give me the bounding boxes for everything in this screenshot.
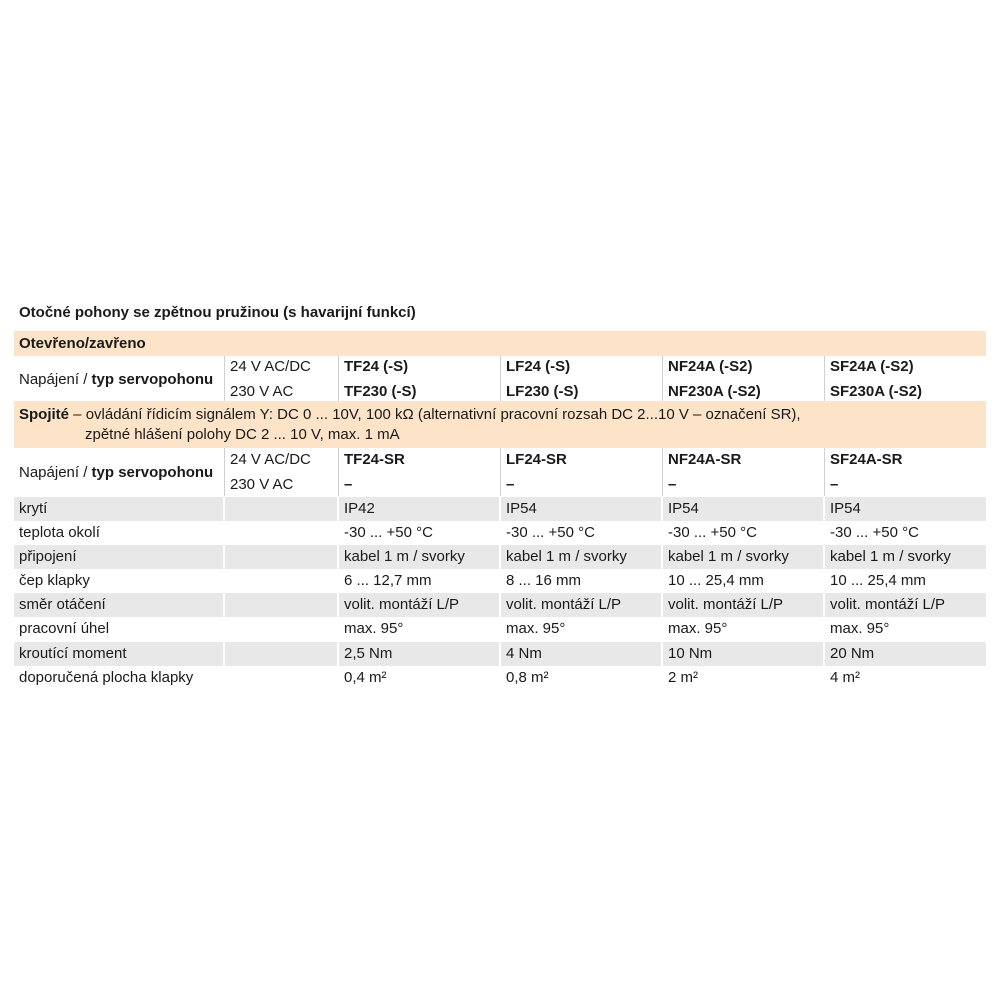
spec-empty-cell — [225, 642, 337, 666]
spec-value: IP42 — [339, 497, 499, 521]
spec-value: 0,8 m² — [506, 669, 549, 686]
type-230v: – — [344, 476, 353, 493]
spec-empty-cell — [225, 593, 337, 617]
spec-label: doporučená plocha klapky — [19, 669, 194, 686]
supply-type-label — [19, 371, 213, 388]
voltage-230v: 230 V AC — [230, 476, 294, 493]
spec-value: 20 Nm — [825, 642, 986, 666]
spec-empty-cell — [225, 666, 337, 690]
open-close-type-block — [14, 356, 986, 401]
column-divider — [662, 356, 663, 401]
type-230v: TF230 (-S) — [344, 383, 417, 400]
spec-empty-cell — [225, 497, 337, 521]
spec-value: 0,4 m² — [344, 669, 387, 686]
type-230v: – — [506, 476, 515, 493]
spec-value: -30 ... +50 °C — [506, 524, 595, 541]
spec-value: -30 ... +50 °C — [830, 524, 919, 541]
spec-value: kabel 1 m / svorky — [663, 545, 823, 569]
type-24v: SF24A-SR — [830, 451, 903, 468]
page-title: Otočné pohony se zpětnou pružinou (s havarijní funkcí) — [19, 304, 416, 321]
column-divider — [338, 448, 339, 496]
spec-value: 10 Nm — [663, 642, 823, 666]
voltage-24v: 24 V AC/DC — [230, 451, 311, 468]
type-24v: NF24A-SR — [668, 451, 742, 468]
spec-value: 2,5 Nm — [339, 642, 499, 666]
spec-empty-cell — [225, 569, 337, 593]
supply-label-plain: Napájení / — [19, 371, 92, 388]
spec-empty-cell — [225, 521, 337, 545]
spec-row — [14, 521, 986, 545]
spec-row — [14, 569, 986, 593]
section-heading-open-close: Otevřeno/zavřeno — [14, 331, 986, 356]
supply-label-bold: typ servopohonu — [91, 371, 214, 388]
spec-label: připojení — [14, 545, 223, 569]
spec-value: max. 95° — [668, 620, 728, 637]
spec-row — [14, 666, 986, 690]
continuous-heading-bold: Spojité — [19, 406, 70, 423]
section-heading-continuous — [14, 401, 986, 448]
column-divider — [824, 448, 825, 496]
type-24v: SF24A (-S2) — [830, 358, 914, 375]
spec-value: kabel 1 m / svorky — [339, 545, 499, 569]
type-24v: NF24A (-S2) — [668, 358, 753, 375]
spec-empty-cell — [225, 545, 337, 569]
spec-label: teplota okolí — [19, 524, 100, 541]
spec-row — [14, 617, 986, 641]
continuous-heading-text: – ovládání řídicím signálem Y: DC 0 ... 10V, 100 kΩ (alternativní pracovní rozsah DC 2...10 V – označení SR), — [69, 406, 801, 423]
spec-value: 4 Nm — [501, 642, 661, 666]
spec-value: IP54 — [501, 497, 661, 521]
spec-value: volit. montáží L/P — [501, 593, 661, 617]
spec-label: krytí — [14, 497, 223, 521]
continuous-heading-line-2: zpětné hlášení polohy DC 2 ... 10 V, max. 1 mA — [85, 426, 400, 443]
column-divider — [662, 448, 663, 496]
supply-type-label — [19, 464, 213, 481]
spec-label: kroutící moment — [14, 642, 223, 666]
spec-value: 10 ... 25,4 mm — [830, 572, 926, 589]
column-divider — [500, 448, 501, 496]
type-230v: NF230A (-S2) — [668, 383, 761, 400]
type-24v: TF24-SR — [344, 451, 405, 468]
spec-value: kabel 1 m / svorky — [825, 545, 986, 569]
column-divider — [338, 356, 339, 401]
spec-value: max. 95° — [506, 620, 566, 637]
spec-row — [14, 545, 986, 569]
type-230v: LF230 (-S) — [506, 383, 579, 400]
type-230v: – — [668, 476, 677, 493]
supply-label-plain: Napájení / — [19, 464, 92, 481]
spec-value: volit. montáží L/P — [825, 593, 986, 617]
spec-value: 10 ... 25,4 mm — [668, 572, 764, 589]
spec-value: max. 95° — [830, 620, 890, 637]
type-24v: TF24 (-S) — [344, 358, 409, 375]
spec-value: 8 ... 16 mm — [506, 572, 582, 589]
spec-value: IP54 — [663, 497, 823, 521]
continuous-heading-line-1 — [19, 406, 801, 423]
supply-label-bold: typ servopohonu — [91, 464, 214, 481]
continuous-type-block — [14, 448, 986, 496]
type-24v: LF24-SR — [506, 451, 567, 468]
spec-row — [14, 497, 986, 521]
spec-value: volit. montáží L/P — [339, 593, 499, 617]
spec-value: IP54 — [825, 497, 986, 521]
spec-empty-cell — [225, 617, 337, 641]
spec-value: -30 ... +50 °C — [344, 524, 433, 541]
voltage-24v: 24 V AC/DC — [230, 358, 311, 375]
spec-value: -30 ... +50 °C — [668, 524, 757, 541]
column-divider — [224, 356, 225, 401]
column-divider — [500, 356, 501, 401]
spec-label: pracovní úhel — [19, 620, 110, 637]
type-230v: – — [830, 476, 839, 493]
column-divider — [224, 448, 225, 496]
spec-value: 2 m² — [668, 669, 698, 686]
spec-value: 4 m² — [830, 669, 860, 686]
column-divider — [824, 356, 825, 401]
type-24v: LF24 (-S) — [506, 358, 571, 375]
spec-value: volit. montáží L/P — [663, 593, 823, 617]
spec-label: směr otáčení — [14, 593, 223, 617]
spec-row — [14, 642, 986, 666]
spec-value: 6 ... 12,7 mm — [344, 572, 432, 589]
spec-row — [14, 593, 986, 617]
spec-label: čep klapky — [19, 572, 90, 589]
spec-value: max. 95° — [344, 620, 404, 637]
spec-value: kabel 1 m / svorky — [501, 545, 661, 569]
voltage-230v: 230 V AC — [230, 383, 294, 400]
type-230v: SF230A (-S2) — [830, 383, 922, 400]
